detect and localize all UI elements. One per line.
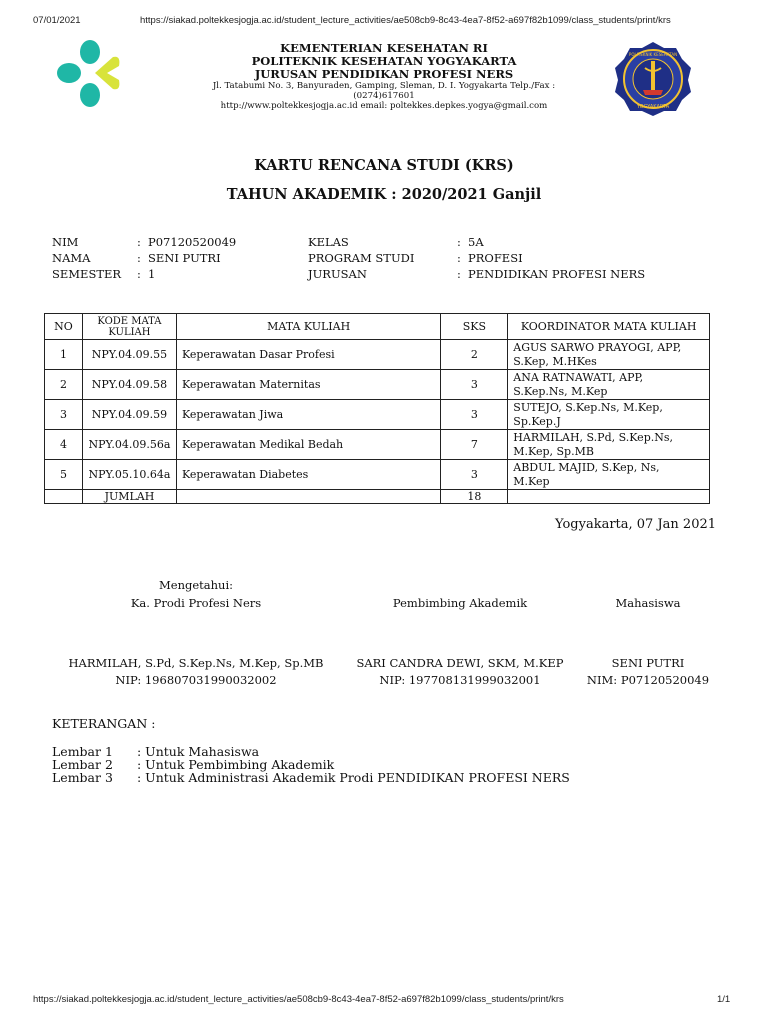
print-url-top: https://siakad.poltekkesjogja.ac.id/student_lecture_activities/ae508cb9-8c43-4ea7-8f52-a697f82b1099/class_students/print/krs (140, 15, 671, 26)
jurusan-sep: : (457, 267, 461, 281)
koordinator-line: ABDUL MAJID, S.Kep, Ns, (513, 460, 660, 474)
row-koordinator (508, 370, 710, 400)
ministry-name: KEMENTERIAN KESEHATAN RI (280, 41, 488, 55)
row-no: 5 (45, 460, 83, 490)
total-sks: 18 (441, 490, 508, 504)
total-empty-cell (176, 490, 440, 504)
koordinator-line: S.Kep, M.HKes (513, 354, 597, 368)
total-label: JUMLAH (82, 490, 176, 504)
kelas-value: 5A (468, 235, 484, 249)
row-koordinator (508, 340, 710, 370)
table-row (45, 370, 710, 400)
koordinator-line: AGUS SARWO PRAYOGI, APP, (513, 340, 682, 354)
row-no: 1 (45, 340, 83, 370)
signature-right-id: NIM: P07120520049 (586, 673, 710, 687)
notes-item-label: Lembar 3 (52, 770, 113, 785)
row-sks: 7 (441, 430, 508, 460)
notes-item-label: Lembar 2 (52, 757, 113, 772)
seal-text-top: POLITEKNIK KESEHATAN (628, 52, 678, 57)
nama-label: NAMA (52, 251, 91, 265)
academic-year: TAHUN AKADEMIK : 2020/2021 Ganjil (226, 186, 542, 203)
signature-middle-role: Pembimbing Akademik (392, 596, 528, 610)
row-sks: 2 (441, 340, 508, 370)
institution-name: POLITEKNIK KESEHATAN YOGYAKARTA (251, 54, 517, 68)
col-header-mata-kuliah: MATA KULIAH (176, 314, 440, 340)
ministry-logo-petals (57, 40, 119, 107)
table-row (45, 340, 710, 370)
seal-text-bottom: YOGYAKARTA (636, 104, 670, 110)
ministry-logo (55, 38, 125, 110)
row-sks: 3 (441, 370, 508, 400)
table-header-row (45, 314, 710, 340)
row-kode: NPY.05.10.64a (82, 460, 176, 490)
col-header-sks: SKS (441, 314, 508, 340)
notes-item-text: : Untuk Administrasi Akademik Prodi PENDIDIKAN PROFESI NERS (137, 770, 570, 785)
row-koordinator (508, 460, 710, 490)
signature-left-role: Ka. Prodi Profesi Ners (130, 596, 262, 610)
row-mata-kuliah: Keperawatan Maternitas (176, 370, 440, 400)
nim-label: NIM (52, 235, 79, 249)
document-title: KARTU RENCANA STUDI (KRS) (254, 157, 514, 174)
signature-right-name: SENI PUTRI (611, 656, 685, 670)
nama-sep: : (137, 251, 141, 265)
row-koordinator (508, 400, 710, 430)
row-no: 4 (45, 430, 83, 460)
signature-middle-name: SARI CANDRA DEWI, SKM, M.KEP (356, 656, 564, 670)
nama-value: SENI PUTRI (148, 251, 221, 265)
signature-right-role: Mahasiswa (615, 596, 681, 610)
semester-value: 1 (148, 267, 156, 281)
phone-line: (0274)617601 (353, 91, 415, 101)
row-mata-kuliah: Keperawatan Diabetes (176, 460, 440, 490)
address-line: Jl. Tatabumi No. 3, Banyuraden, Gamping, Sleman, D. I. Yogyakarta Telp./Fax : (212, 81, 556, 91)
row-koordinator (508, 430, 710, 460)
notes-title: KETERANGAN : (52, 716, 156, 731)
kelas-sep: : (457, 235, 461, 249)
print-date: 07/01/2021 (33, 15, 81, 26)
letterhead (180, 42, 588, 111)
notes-item-text: : Untuk Pembimbing Akademik (137, 757, 335, 772)
jurusan-value: PENDIDIKAN PROFESI NERS (468, 267, 646, 281)
col-header-no: NO (45, 314, 83, 340)
row-mata-kuliah: Keperawatan Medikal Bedah (176, 430, 440, 460)
row-kode: NPY.04.09.56a (82, 430, 176, 460)
row-no: 3 (45, 400, 83, 430)
poltekkes-seal-logo (612, 40, 694, 118)
col-header-kode: KODE MATA KULIAH (82, 314, 176, 340)
jurusan-label: JURUSAN (308, 267, 367, 281)
nim-sep: : (137, 235, 141, 249)
koordinator-line: ANA RATNAWATI, APP, (513, 370, 644, 384)
row-kode: NPY.04.09.59 (82, 400, 176, 430)
row-kode: NPY.04.09.58 (82, 370, 176, 400)
koordinator-line: M.Kep, Sp.MB (513, 444, 594, 458)
place-date: Yogyakarta, 07 Jan 2021 (555, 517, 717, 532)
web-email-line: http://www.poltekkesjogja.ac.id email: poltekkes.depkes.yogya@gmail.com (220, 101, 548, 111)
signature-left-id: NIP: 196807031990032002 (115, 673, 277, 687)
koordinator-line: SUTEJO, S.Kep.Ns, M.Kep, (513, 400, 663, 414)
row-sks: 3 (441, 460, 508, 490)
print-url-bottom: https://siakad.poltekkesjogja.ac.id/student_lecture_activities/ae508cb9-8c43-4ea7-8f52-a697f82b1099/class_students/print/krs (33, 994, 564, 1005)
prodi-sep: : (457, 251, 461, 265)
prodi-label: PROGRAM STUDI (308, 251, 415, 265)
koordinator-line: HARMILAH, S.Pd, S.Kep.Ns, (513, 430, 673, 444)
table-total-row (45, 490, 710, 504)
prodi-value: PROFESI (468, 251, 523, 265)
koordinator-line: Sp.Kep.J (513, 414, 561, 428)
notes-item-text: : Untuk Mahasiswa (137, 744, 260, 759)
department-name: JURUSAN PENDIDIKAN PROFESI NERS (254, 67, 514, 81)
koordinator-line: S.Kep.Ns, M.Kep (513, 384, 608, 398)
row-sks: 3 (441, 400, 508, 430)
table-row (45, 400, 710, 430)
row-mata-kuliah: Keperawatan Dasar Profesi (176, 340, 440, 370)
table-row (45, 430, 710, 460)
total-empty-cell (508, 490, 710, 504)
signature-left-name: HARMILAH, S.Pd, S.Kep.Ns, M.Kep, Sp.MB (68, 656, 324, 670)
row-no: 2 (45, 370, 83, 400)
total-empty-cell (45, 490, 83, 504)
row-kode: NPY.04.09.55 (82, 340, 176, 370)
print-page-count: 1/1 (717, 994, 731, 1005)
col-header-koordinator: KOORDINATOR MATA KULIAH (508, 314, 710, 340)
kelas-label: KELAS (308, 235, 349, 249)
nim-value: P07120520049 (148, 235, 237, 249)
signature-middle-id: NIP: 197708131999032001 (379, 673, 541, 687)
signature-left-pre: Mengetahui: (159, 578, 233, 592)
table-row (45, 460, 710, 490)
semester-label: SEMESTER (52, 267, 122, 281)
semester-sep: : (137, 267, 141, 281)
row-mata-kuliah: Keperawatan Jiwa (176, 400, 440, 430)
course-table (44, 313, 710, 504)
koordinator-line: M.Kep (513, 474, 550, 488)
notes-item-label: Lembar 1 (52, 744, 113, 759)
